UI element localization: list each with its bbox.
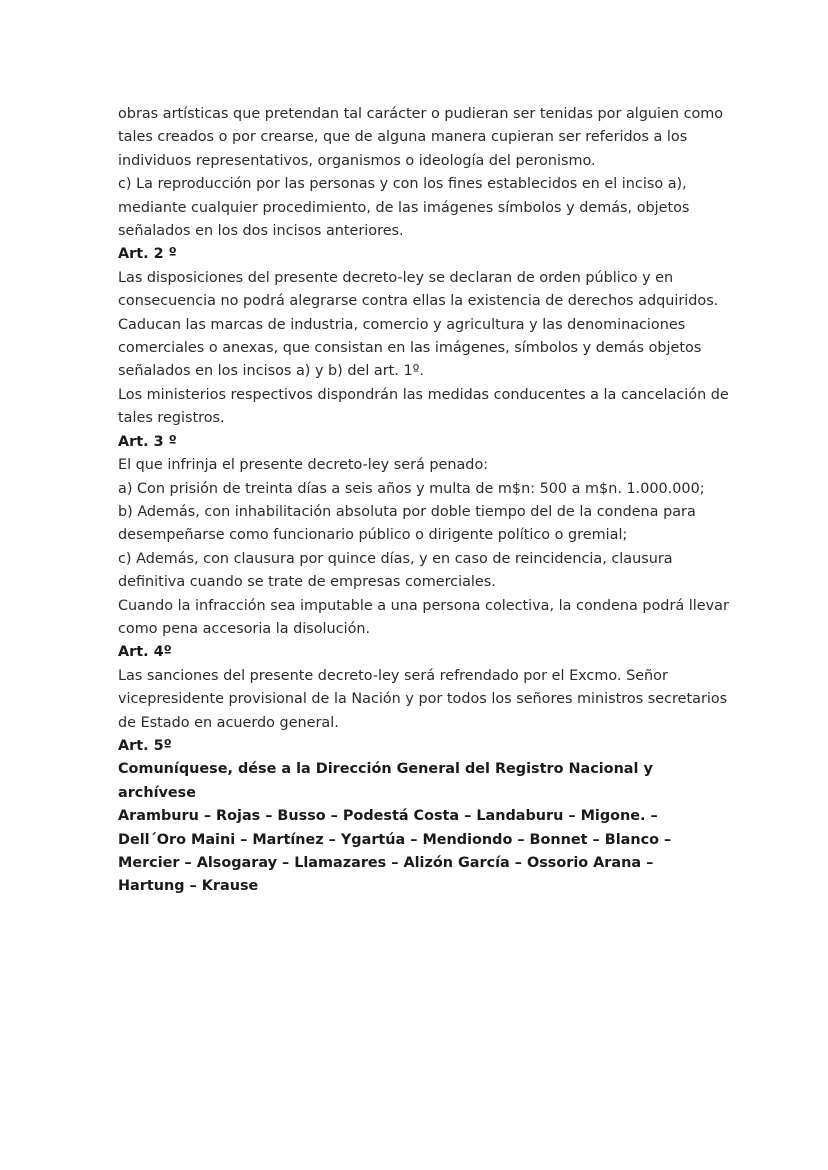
bold-text-line: Comuníquese, dése a la Dirección General del Registro Nacional y bbox=[118, 761, 653, 778]
document-body bbox=[118, 103, 729, 899]
text-line: señalados en los incisos a) y b) del art. 1º. bbox=[118, 363, 424, 380]
text-line: desempeñarse como funcionario público o dirigente político o gremial; bbox=[118, 527, 628, 544]
bold-text-line: Aramburu – Rojas – Busso – Podestá Costa – Landaburu – Migone. – bbox=[118, 808, 658, 825]
text-line: individuos representativos, organismos o ideología del peronismo. bbox=[118, 152, 596, 169]
text-line: señalados en los dos incisos anteriores. bbox=[118, 223, 404, 240]
bold-text-line: archívese bbox=[118, 784, 196, 801]
text-line: Caducan las marcas de industria, comercio y agricultura y las denominaciones bbox=[118, 316, 686, 333]
text-line: Las sanciones del presente decreto-ley será refrendado por el Excmo. Señor bbox=[118, 667, 668, 684]
text-line: tales creados o por crearse, que de alguna manera cupieran ser referidos a los bbox=[118, 129, 688, 146]
bold-text-line: Art. 5º bbox=[118, 737, 172, 754]
bold-text-line: Art. 3 º bbox=[118, 433, 177, 450]
bold-text-line: Art. 4º bbox=[118, 644, 172, 661]
text-line: b) Además, con inhabilitación absoluta por doble tiempo del de la condena para bbox=[118, 503, 696, 520]
text-line: obras artísticas que pretendan tal carácter o pudieran ser tenidas por alguien como bbox=[118, 106, 724, 122]
text-line: de Estado en acuerdo general. bbox=[118, 714, 339, 731]
bold-text-line: Mercier – Alsogaray – Llamazares – Alizón García – Ossorio Arana – bbox=[118, 855, 654, 871]
text-line: definitiva cuando se trate de empresas comerciales. bbox=[118, 574, 496, 591]
text-line: c) Además, con clausura por quince días, y en caso de reincidencia, clausura bbox=[118, 550, 673, 567]
text-line: Cuando la infracción sea imputable a una persona colectiva, la condena podrá llevar bbox=[118, 597, 729, 614]
text-line: comerciales o anexas, que consistan en las imágenes, símbolos y demás objetos bbox=[118, 340, 702, 357]
text-line: a) Con prisión de treinta días a seis años y multa de m$n: 500 a m$n. 1.000.000; bbox=[118, 480, 705, 497]
text-line: Los ministerios respectivos dispondrán las medidas conducentes a la cancelación de bbox=[118, 386, 729, 403]
text-line: c) La reproducción por las personas y con los fines establecidos en el inciso a), bbox=[118, 176, 687, 193]
text-line: El que infrinja el presente decreto-ley será penado: bbox=[118, 457, 489, 474]
text-line: tales registros. bbox=[118, 410, 225, 427]
text-line: mediante cualquier procedimiento, de las imágenes símbolos y demás, objetos bbox=[118, 199, 690, 216]
bold-text-line: Art. 2 º bbox=[118, 246, 177, 263]
bold-text-line: Dell´Oro Maini – Martínez – Ygartúa – Mendiondo – Bonnet – Blanco – bbox=[118, 831, 672, 848]
text-line: vicepresidente provisional de la Nación y por todos los señores ministros secretarios bbox=[118, 691, 728, 708]
text-line: como pena accesoria la disolución. bbox=[118, 620, 371, 637]
text-line: consecuencia no podrá alegrarse contra ellas la existencia de derechos adquiridos. bbox=[118, 293, 719, 310]
bold-text-line: Hartung – Krause bbox=[118, 878, 259, 895]
text-line: Las disposiciones del presente decreto-ley se declaran de orden público y en bbox=[118, 269, 674, 286]
